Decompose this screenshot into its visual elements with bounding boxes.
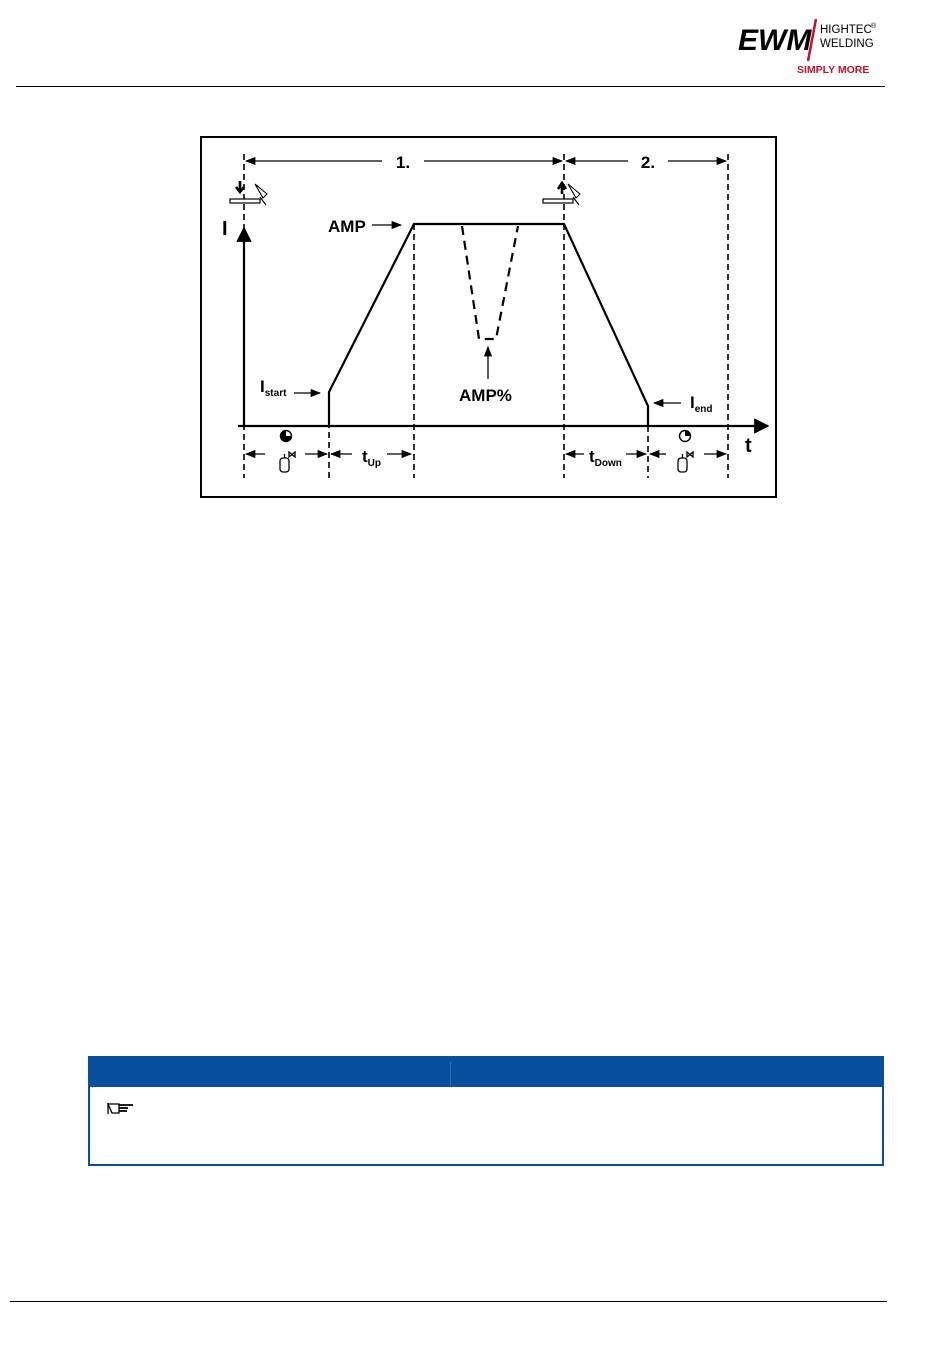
logo-line2: WELDING: [820, 38, 874, 50]
footer-rule: [10, 1301, 887, 1302]
logo-registered: ®: [871, 23, 877, 30]
amp-label: AMP: [328, 217, 366, 236]
iend-label: $I_{end}$: [690, 393, 713, 415]
welding-sequence-diagram: [200, 136, 777, 498]
x-axis-label: t: [745, 435, 752, 457]
header-rule: [16, 86, 885, 87]
note-header-divider: [450, 1062, 451, 1087]
diagram-frame: [201, 137, 776, 497]
tdown-label: $t_{Down}$: [589, 447, 622, 469]
y-axis-label: I: [222, 218, 228, 240]
phase-2-label: 2.: [640, 153, 656, 172]
phase-1-label: 1.: [395, 153, 411, 172]
logo-brand: EWM: [738, 24, 812, 57]
gas-postflow-clock-icon: [680, 431, 691, 442]
note-box: [88, 1056, 884, 1166]
note-header: [90, 1058, 882, 1087]
istart-label: $I_{start}$: [260, 377, 287, 399]
logo-line1: HIGHTEC: [820, 24, 872, 36]
pointing-hand-icon: [106, 1100, 136, 1116]
amp-percent-label: AMP%: [459, 386, 512, 405]
logo-tagline: SIMPLY MORE: [797, 64, 870, 76]
ewm-logo: [735, 14, 885, 78]
tup-label: $t_{Up}$: [362, 447, 382, 469]
gas-preflow-clock-icon: [281, 431, 292, 442]
